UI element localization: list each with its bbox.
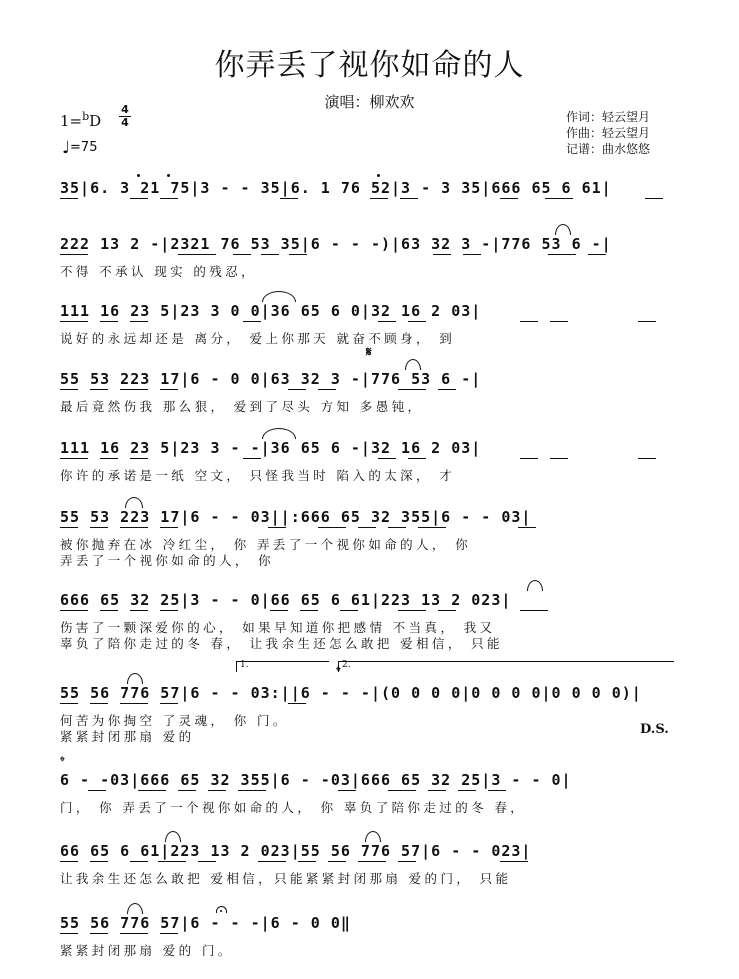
- lyric-row-10: 让我余生还怎么敢把 爱相信，只能紧紧封闭那扇 爱的门， 只能: [60, 871, 512, 886]
- score-row-4: 55 53 223 17|6 - 0 0|63 32 3 -|776 53 6 -|: [60, 370, 482, 388]
- score-row-5: 111 16 23 5|23 3 - -|36 65 6 -|32 16 2 03|: [60, 439, 482, 457]
- octave-dot: [137, 174, 140, 177]
- beam-line: [100, 458, 118, 459]
- beam-line: [520, 610, 548, 611]
- beam-line: [60, 933, 78, 934]
- beam-line: [90, 933, 108, 934]
- volta-1-label: 1.: [240, 660, 249, 670]
- beam-line: [288, 389, 306, 390]
- score-row-10: 66 65 6 61|223 13 2 023|55 56 776 57|6 - - 023|: [60, 842, 532, 860]
- lyricist-credit: 作词：轻云望月: [566, 110, 651, 124]
- beam-line: [398, 610, 426, 611]
- score-row-11: 55 56 776 57|6 - - -|6 - 0 0‖: [60, 914, 351, 932]
- composer-credit: 作曲：轻云望月: [566, 126, 651, 140]
- beam-line: [318, 527, 346, 528]
- tempo-value: =75: [70, 140, 98, 155]
- octave-dot: [377, 174, 380, 177]
- coda-icon-second: 𝄌: [60, 754, 65, 770]
- beam-line: [130, 321, 148, 322]
- beam-line: [638, 321, 656, 322]
- beam-line: [328, 861, 346, 862]
- beam-line: [120, 527, 148, 528]
- beam-line: [428, 790, 446, 791]
- beam-line: [160, 389, 178, 390]
- beam-line: [408, 321, 426, 322]
- tie-slur: [405, 359, 421, 370]
- octave-dot: [167, 174, 170, 177]
- beam-line: [60, 389, 78, 390]
- beam-line: [100, 610, 118, 611]
- lyric-row-6b: 弄丢了一个视你如命的人， 你: [60, 553, 275, 568]
- beam-line: [243, 458, 261, 459]
- beam-line: [60, 458, 88, 459]
- score-row-3: 111 16 23 5|23 3 0 0|36 65 6 0|32 16 2 03|: [60, 302, 482, 320]
- beam-line: [550, 321, 568, 322]
- tempo-marking: [62, 138, 97, 158]
- key-prefix: 1=: [60, 112, 83, 130]
- beam-line: [300, 610, 318, 611]
- beam-line: [90, 389, 108, 390]
- lyric-row-6a: 被你抛弃在冰 冷红尘， 你 弄丢了一个视你如命的人， 你: [60, 537, 472, 552]
- beam-line: [458, 790, 476, 791]
- beam-line: [120, 933, 148, 934]
- segno-icon: 𝄋: [366, 345, 372, 360]
- lyric-row-8b: 紧紧封闭那扇 爱的: [60, 729, 195, 744]
- beam-line: [60, 703, 78, 704]
- beam-line: [120, 703, 148, 704]
- beam-line: [400, 198, 418, 199]
- beam-line: [160, 527, 178, 528]
- beam-line: [238, 790, 266, 791]
- beam-line: [60, 321, 88, 322]
- tie-slur: [262, 291, 296, 302]
- beam-line: [340, 610, 358, 611]
- beam-line: [545, 198, 573, 199]
- tie-slur: [262, 428, 296, 439]
- beam-line: [90, 861, 108, 862]
- beam-line: [378, 321, 396, 322]
- beam-line: [398, 861, 416, 862]
- beam-line: [198, 861, 216, 862]
- tie-slur: [165, 831, 181, 842]
- beam-line: [520, 321, 538, 322]
- volta-2-bracket: [338, 661, 674, 672]
- beam-line: [258, 861, 286, 862]
- beam-line: [130, 458, 148, 459]
- beam-line: [60, 527, 78, 528]
- song-title: 你弄丢了视你如命的人: [214, 48, 525, 83]
- beam-line: [270, 610, 288, 611]
- beam-line: [160, 610, 178, 611]
- dal-segno-mark: D.S.: [640, 722, 669, 737]
- beam-line: [138, 790, 166, 791]
- beam-line: [463, 254, 481, 255]
- beam-line: [388, 790, 416, 791]
- time-signature: [118, 104, 132, 129]
- beam-line: [178, 254, 216, 255]
- beam-line: [438, 610, 456, 611]
- volta-1-bracket: [236, 661, 329, 672]
- transcriber-credit: 记谱：曲水悠悠: [566, 142, 651, 156]
- beam-line: [520, 458, 538, 459]
- beam-line: [60, 198, 78, 199]
- beam-line: [130, 198, 148, 199]
- lyric-row-9: 门， 你 弄丢了一个视你如命的人， 你 辜负了陪你走过的冬 春，: [60, 800, 527, 815]
- beam-line: [243, 321, 261, 322]
- singer-credit: 演唱：柳欢欢: [324, 93, 415, 111]
- beam-line: [318, 389, 336, 390]
- score-row-2: 222 13 2 -|2321 76 53 35|6 - - -)|63 32 3 -|776 53 6 -|: [60, 235, 612, 253]
- score-row-8: 55 56 776 57|6 - - 03:||6 - - -|(0 0 0 0|0 0 0 0|0 0 0 0)|: [60, 684, 642, 702]
- beam-line: [588, 254, 606, 255]
- beam-line: [130, 610, 148, 611]
- beam-line: [378, 458, 396, 459]
- tie-slur: [527, 580, 543, 591]
- beam-line: [88, 790, 106, 791]
- beam-line: [90, 703, 108, 704]
- beam-line: [518, 527, 536, 528]
- credits-block: [566, 109, 650, 157]
- beam-line: [158, 861, 186, 862]
- lyric-row-11: 紧紧封闭那扇 爱的 门。: [60, 943, 234, 958]
- key-signature: [60, 110, 101, 130]
- beam-line: [488, 790, 506, 791]
- beam-line: [100, 321, 118, 322]
- beam-line: [370, 198, 388, 199]
- beam-line: [388, 527, 406, 528]
- beam-line: [90, 527, 108, 528]
- beam-line: [160, 933, 178, 934]
- beam-line: [60, 254, 88, 255]
- beam-line: [418, 527, 446, 528]
- tie-slur: [127, 903, 143, 914]
- beam-line: [398, 389, 426, 390]
- beam-line: [60, 610, 88, 611]
- beam-line: [160, 198, 178, 199]
- fermata-icon: [216, 906, 227, 913]
- beam-line: [289, 254, 307, 255]
- beam-line: [60, 861, 78, 862]
- beam-line: [160, 703, 178, 704]
- lyric-row-8a: 何苦为你掏空 了灵魂， 你 门。: [60, 713, 289, 728]
- beam-line: [268, 527, 286, 528]
- beam-line: [280, 198, 298, 199]
- beam-line: [338, 790, 356, 791]
- beam-line: [178, 790, 196, 791]
- lyric-row-3: 说好的永远却还是 离分， 爱上你那天 就奋不顾身， 到: [60, 331, 456, 346]
- lyric-row-2: 不得 不承认 现实 的残忍，: [60, 264, 258, 279]
- beam-line: [500, 198, 518, 199]
- tie-slur: [365, 831, 381, 842]
- beam-line: [233, 254, 251, 255]
- beam-line: [408, 458, 426, 459]
- score-row-1: 35|6. 3 21 75|3 - - 35|6. 1 76 52|3 - 3 35|666 65 6 61|: [60, 179, 612, 197]
- beam-line: [208, 790, 226, 791]
- score-row-9: 6 - -03|666 65 32 355|6 - -03|666 65 32 25|3 - - 0|: [60, 771, 572, 789]
- beam-line: [438, 389, 456, 390]
- beam-line: [120, 389, 148, 390]
- tie-slur: [555, 224, 571, 235]
- lyric-row-4: 最后竟然伤我 那么狠， 爱到了尽头 方知 多愚钝，: [60, 399, 424, 414]
- tie-slur: [127, 673, 143, 684]
- beam-line: [548, 254, 576, 255]
- score-row-6: 55 53 223 17|6 - - 03||:666 65 32 355|6 - - 03|: [60, 508, 532, 526]
- beam-line: [550, 458, 568, 459]
- time-signature-top: 4: [121, 103, 129, 116]
- coda-icon: 𝄌: [336, 664, 341, 680]
- lyric-row-7a: 伤害了一颗深爱你的心， 如果早知道你把感情 不当真， 我又: [60, 620, 496, 635]
- tie-slur: [125, 497, 143, 508]
- quarter-note-icon: ♩: [62, 138, 71, 158]
- time-signature-bottom: 4: [121, 116, 129, 129]
- beam-line: [358, 527, 376, 528]
- score-row-7: 666 65 32 25|3 - - 0|66 65 6 61|223 13 2 023|: [60, 591, 512, 609]
- volta-2-label: 2.: [342, 660, 351, 670]
- beam-line: [358, 861, 386, 862]
- flat-sign: b: [82, 110, 90, 123]
- lyric-row-5: 你许的承诺是一纸 空文， 只怪我当时 陷入的太深， 才: [60, 468, 456, 483]
- beam-line: [288, 703, 306, 704]
- key-note: D: [89, 112, 102, 130]
- beam-line: [500, 861, 528, 862]
- lyric-row-7b: 辜负了陪你走过的冬 春， 让我余生还怎么敢把 爱相信， 只能: [60, 636, 503, 651]
- beam-line: [638, 458, 656, 459]
- beam-line: [130, 861, 148, 862]
- beam-line: [645, 198, 663, 199]
- beam-line: [433, 254, 451, 255]
- beam-line: [298, 861, 316, 862]
- beam-line: [261, 254, 279, 255]
